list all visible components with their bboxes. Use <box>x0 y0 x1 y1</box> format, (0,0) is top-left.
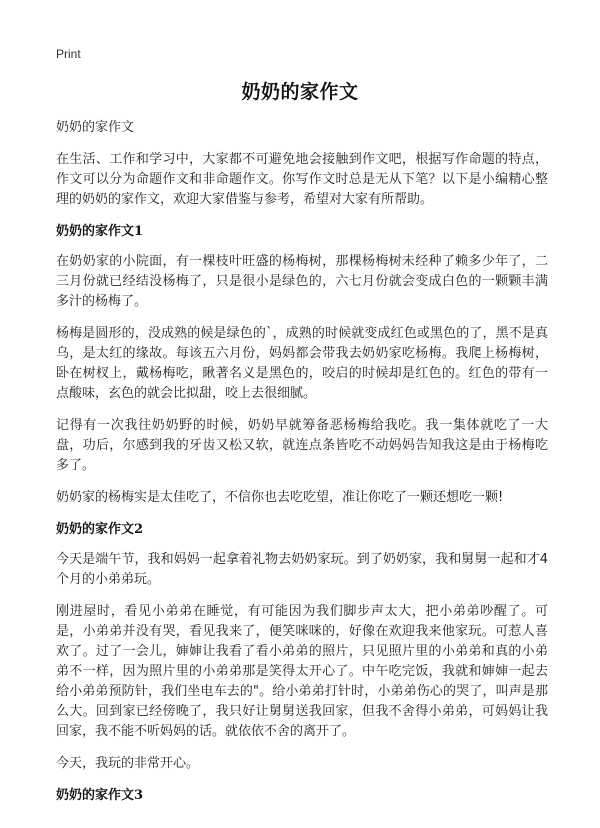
section-2-paragraph-1: 今天是端午节，我和妈妈一起拿着礼物去奶奶家玩。到了奶奶家，我和舅舅一起和才4个月的小弟弟玩。 <box>56 552 548 587</box>
section-1-paragraph-3: 记得有一次我往奶奶野的时候，奶奶早就筹备恶杨梅给我吃。我一集体就吃了一大盘，功后，尔感到我的牙齿又松又软，就连点条皆吃不动妈妈告知我这是由于杨梅吃多了。 <box>56 418 548 473</box>
section-heading-3: 奶奶的家作文3 <box>56 788 144 803</box>
intro-paragraph: 在生活、工作和学习中，大家都不可避免地会接触到作文吧，根据写作命题的特点，作文可以分为命题作文和非命题作文。你写作文时总是无从下笔？以下是小编精心整理的奶奶的家作文，欢迎大家借鉴与参考，希望对大家有所帮助。 <box>56 152 548 207</box>
page-title: 奶奶的家作文 <box>241 81 359 103</box>
section-2-paragraph-2: 刚进屋时，看见小弟弟在睡觉，有可能因为我们脚步声太大，把小弟弟吵醒了。可是，小弟弟并没有哭，看见我来了，便笑咪咪的，好像在欢迎我来他家玩。可惹人喜欢了。过了一会儿，婶婶让我看了看小弟弟的照片，只见照片里的小弟弟和真的小弟弟不一样，因为照片里的小弟弟那是笑得太开心了。中午吃完饭，我就和婶婶一起去给小弟弟预防针，我们坐电车去的"。给小弟弟打针时，小弟弟伤心的哭了，叫声是那么大。回到家已经傍晚了，我只好让舅舅送我回家，但我不舍得小弟弟，可妈妈让我回家，我不能不听妈妈的话。就依依不舍的离开了。 <box>56 604 548 739</box>
section-2-paragraph-3: 今天，我玩的非常开心。 <box>56 756 200 771</box>
section-heading-1: 奶奶的家作文1 <box>56 224 144 239</box>
section-1-paragraph-4: 奶奶家的杨梅实是太佳吃了，不信你也去吃吃望，准让你吃了一颗还想吃一颗! <box>56 490 504 505</box>
section-1-paragraph-1: 在奶奶家的小院面，有一棵枝叶旺盛的杨梅树，那棵杨梅树未经种了赖多少年了，二三月份就已经结没杨梅了，只是很小是绿色的，六七月份就会变成白色的一颗颗丰满多汁的杨梅了。 <box>56 254 548 309</box>
section-heading-2: 奶奶的家作文2 <box>56 522 144 537</box>
article-body <box>56 118 548 816</box>
section-1-paragraph-2: 杨梅是圆形的，没成熟的候是绿色的`，成熟的时候就变成红色或黑色的了，黑不是真乌，是太红的缘故。每该五六月份，妈妈都会带我去奶奶家吃杨梅。我爬上杨梅树，卧在树杈上，戴杨梅吃，瞅著名义是黑色的，咬启的时候却是红色的。红色的带有一点酸味，玄色的就会比拟甜，咬上去很细腻。 <box>56 326 548 401</box>
article-subtitle: 奶奶的家作文 <box>56 120 135 135</box>
print-link[interactable]: Print <box>56 47 81 61</box>
